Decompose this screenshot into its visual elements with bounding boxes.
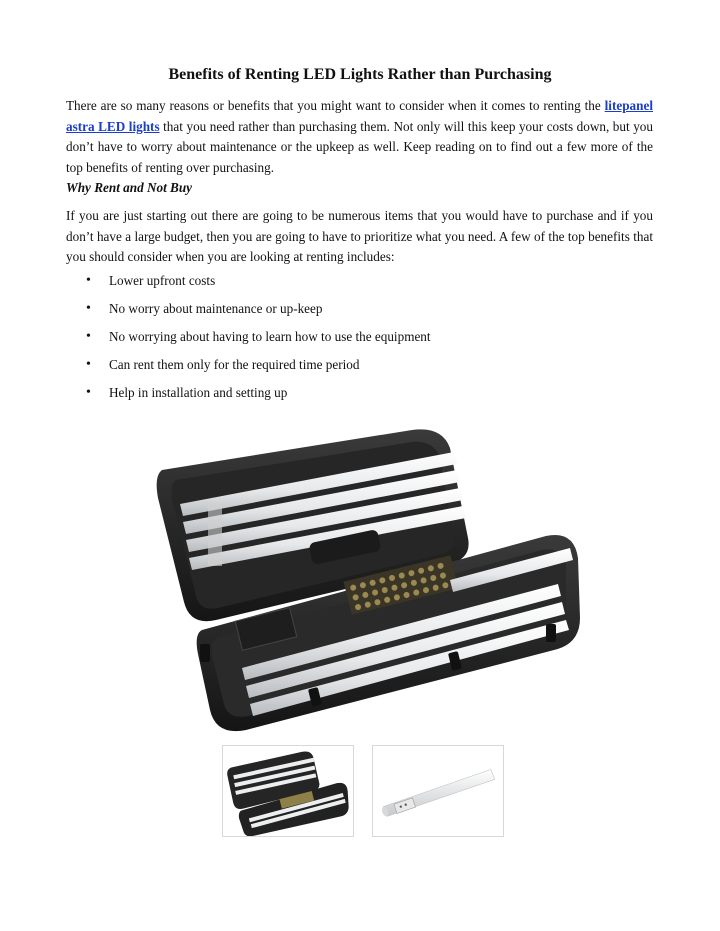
section-subheading: Why Rent and Not Buy [66,180,193,195]
intro-text-after-link: that you need rather than purchasing them. Not only will this keep your costs down, but you don’t have to worry about maintenance or the upkeep as well. Keep reading on to find out a few more of the top benefits of renting over purchasing. [66,118,653,175]
list-item: • Help in installation and setting up [66,383,431,411]
case-thumbnail-image [223,746,353,836]
led-tube-thumbnail[interactable] [372,745,504,837]
list-item: • Can rent them only for the required time period [66,355,431,383]
case-thumbnail[interactable] [222,745,354,837]
list-item: • No worrying about having to learn how to use the equipment [66,327,431,355]
benefits-list [66,271,431,411]
intro-text-before-link: There are so many reasons or benefits that you might want to consider when it comes to renting the [66,98,605,113]
led-tube-case-image [150,418,582,736]
body-paragraph: If you are just starting out there are going to be numerous items that you would have to purchase and if you don’t have a large budget, then you are going to have to prioritize what you need. A few of the top benefits that you should consider when you are looking at renting includes: [66,208,653,264]
list-item: • No worry about maintenance or up-keep [66,299,431,327]
led-tube-thumbnail-image [373,746,503,836]
list-item: • Lower upfront costs [66,271,431,299]
page-title: Benefits of Renting LED Lights Rather than Purchasing [168,66,552,83]
litepanel-astra-link[interactable]: litepanel astra LED lights [66,98,653,134]
intro-paragraph [66,96,653,178]
